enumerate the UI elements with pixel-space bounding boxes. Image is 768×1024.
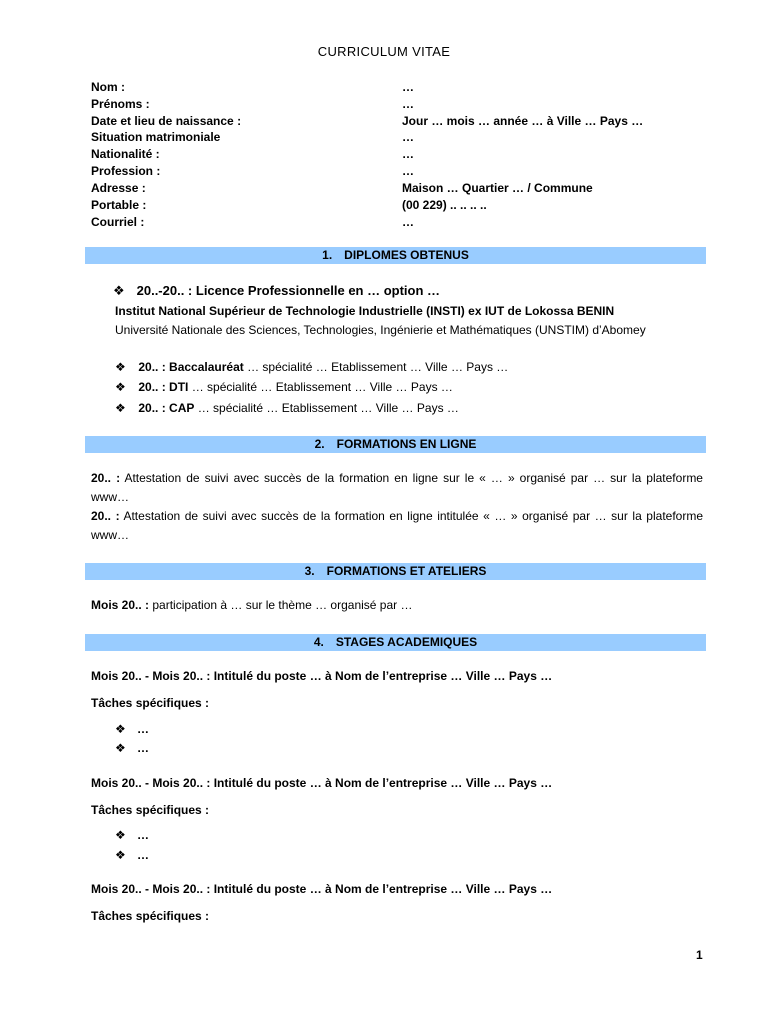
formation-ligne-entry (91, 507, 703, 545)
diploma-licence-bold: 20..-20.. : Licence Professionnelle en (136, 283, 364, 298)
identity-value: Jour … mois … année … à Ville … Pays … (402, 114, 644, 128)
section-number: 1. (322, 248, 333, 262)
diamond-bullet-icon: ❖ (115, 828, 126, 842)
task-text: … (137, 722, 149, 736)
task-item (115, 827, 149, 843)
diploma-licence-rest: … option … (363, 283, 441, 298)
task-text: … (137, 741, 149, 755)
section-title: DIPLOMES OBTENUS (344, 248, 469, 262)
task-text: … (137, 828, 149, 842)
section-number: 4. (313, 635, 324, 649)
entry-date: 20.. : (91, 471, 121, 485)
identity-value: … (402, 147, 414, 161)
identity-label: Situation matrimoniale (91, 130, 221, 144)
diploma-item (115, 379, 453, 395)
stage-title: Mois 20.. - Mois 20.. : Intitulé du poste … à Nom de l’entreprise … Ville … Pays … (91, 669, 553, 683)
section-header-stages (85, 634, 706, 651)
identity-label: Nationalité : (91, 147, 160, 161)
identity-label: Courriel : (91, 215, 145, 229)
diploma-item-bold: 20.. : DTI (138, 380, 189, 394)
identity-value: … (402, 130, 414, 144)
diamond-bullet-icon: ❖ (115, 848, 126, 862)
section-header-formations-ateliers (85, 563, 706, 580)
diploma-item-bold: 20.. : Baccalauréat (138, 360, 244, 374)
entry-date: 20.. : (91, 509, 120, 523)
section-header-formations-ligne (85, 436, 706, 453)
identity-value: … (402, 215, 414, 229)
taches-label: Tâches spécifiques : (91, 803, 210, 817)
diploma-item-rest: … spécialité … Etablissement … Ville … Pays … (188, 380, 453, 394)
entry-text: Attestation de suivi avec succès de la formation en ligne intitulée « … » organisé par … sur la plateforme www… (91, 509, 703, 542)
identity-label: Prénoms : (91, 97, 150, 111)
section-title: FORMATIONS EN LIGNE (336, 437, 477, 451)
task-item (115, 721, 149, 737)
diploma-item (115, 359, 508, 375)
entry-text: participation à … sur le thème … organisé par … (149, 598, 413, 612)
diploma-universite: Université Nationale des Sciences, Technologies, Ingénierie et Mathématiques (UNSTIM) d’Abomey (115, 323, 646, 337)
diamond-bullet-icon: ❖ (115, 360, 126, 374)
taches-label: Tâches spécifiques : (91, 909, 210, 923)
stage-title: Mois 20.. - Mois 20.. : Intitulé du poste … à Nom de l’entreprise … Ville … Pays … (91, 882, 553, 896)
stage-title: Mois 20.. - Mois 20.. : Intitulé du poste … à Nom de l’entreprise … Ville … Pays … (91, 776, 553, 790)
diploma-item-bold: 20.. : CAP (138, 401, 195, 415)
identity-value: … (402, 97, 414, 111)
identity-value: (00 229) .. .. .. .. (402, 198, 487, 212)
section-title: STAGES ACADEMIQUES (335, 635, 478, 649)
entry-text: Attestation de suivi avec succès de la formation en ligne sur le « … » organisé par … sur la plateforme www… (91, 471, 703, 504)
task-text: … (137, 848, 149, 862)
diamond-bullet-icon: ❖ (113, 283, 125, 298)
diamond-bullet-icon: ❖ (115, 741, 126, 755)
formation-atelier-entry (91, 597, 412, 613)
entry-date: Mois 20.. : (91, 598, 150, 612)
section-header-diplomes (85, 247, 706, 264)
diamond-bullet-icon: ❖ (115, 380, 126, 394)
identity-label: Adresse : (91, 181, 146, 195)
formation-ligne-entry (91, 469, 703, 507)
section-title: FORMATIONS ET ATELIERS (326, 564, 487, 578)
identity-label: Date et lieu de naissance : (91, 114, 242, 128)
diploma-institut: Institut National Supérieur de Technologie Industrielle (INSTI) ex IUT de Lokossa BENIN (115, 304, 615, 318)
diamond-bullet-icon: ❖ (115, 722, 126, 736)
page-title: CURRICULUM VITAE (317, 44, 451, 59)
section-number: 2. (314, 437, 325, 451)
diploma-licence (113, 283, 440, 299)
task-item (115, 847, 149, 863)
identity-value: Maison … Quartier … / Commune (402, 181, 593, 195)
identity-value: … (402, 80, 414, 94)
section-number: 3. (304, 564, 315, 578)
diploma-item (115, 400, 459, 416)
task-item (115, 740, 149, 756)
diploma-item-rest: … spécialité … Etablissement … Ville … Pays … (194, 401, 459, 415)
identity-label: Nom : (91, 80, 125, 94)
page-number: 1 (696, 948, 703, 962)
diamond-bullet-icon: ❖ (115, 401, 126, 415)
identity-label: Portable : (91, 198, 147, 212)
identity-label: Profession : (91, 164, 161, 178)
identity-value: … (402, 164, 414, 178)
diploma-item-rest: … spécialité … Etablissement … Ville … Pays … (243, 360, 509, 374)
taches-label: Tâches spécifiques : (91, 696, 210, 710)
